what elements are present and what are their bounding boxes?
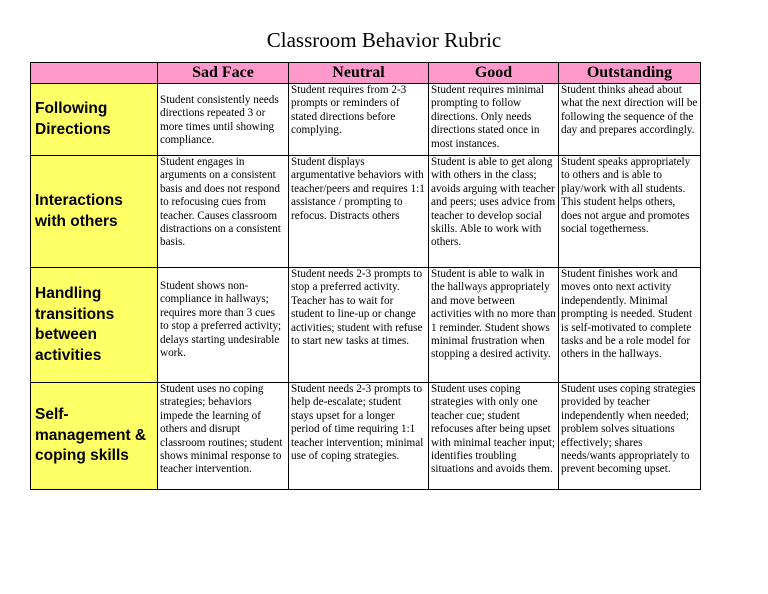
row-label-line: with others [35,212,118,230]
row-label-transitions [31,268,158,383]
table-cell: Student consistently needs directions repeated 3 or more times until showing compliance. [158,84,289,156]
corner-cell [31,63,158,84]
table-cell: Student engages in arguments on a consistent basis and does not respond to refocusing cues from teacher. Causes classroom distractions on a consistent basis. [158,156,289,268]
row-label-line: Interactions [35,192,123,209]
row-label-line: between [35,326,98,343]
table-cell: Student is able to walk in the hallways appropriately and move between activities with no more than 1 reminder. Student shows minimal frustration when stopping a desired activity. [429,268,559,383]
header-neutral: Neutral [289,63,429,84]
page-title: Classroom Behavior Rubric [266,28,502,52]
table-row [31,383,701,490]
table-cell: Student uses no coping strategies; behaviors impede the learning of others and disrupt classroom routines; student shows minimal response to teacher intervention. [158,383,289,490]
row-label-line: coping skills [35,447,129,465]
header-good: Good [429,63,559,84]
table-cell: Student is able to get along with others in the class; avoids arguing with teacher and peers; uses advice from teacher to develop social skills. Able to work with others. [429,156,559,268]
row-label-line: Self- [35,406,69,424]
table-cell: Student needs 2-3 prompts to stop a preferred activity. Teacher has to wait for student to line-up or change activities; student with refuse to start new tasks at times. [289,268,429,383]
table-cell: Student uses coping strategies with only one teacher cue; student refocuses after being upset with minimal teacher input; identifies troubling situations and avoids them. [429,383,559,490]
table-cell: Student finishes work and moves onto next activity independently. Minimal prompting is needed. Student is self-motivated to complete tasks and be a role model for others in the hallways. [559,268,701,383]
header-row [31,63,701,84]
row-label-line: Directions [35,120,111,138]
table-row [31,268,701,383]
rubric-table [30,62,701,490]
header-sad-face: Sad Face [158,63,289,84]
table-row [31,84,701,156]
table-cell: Student uses coping strategies provided by teacher independently when needed; problem solves situations effectively; shares needs/wants appropriately to prevent becoming upset. [559,383,701,490]
row-label-line: Following [35,100,108,117]
table-cell: Student needs 2-3 prompts to help de-escalate; student stays upset for a longer period of time requiring 1:1 teacher intervention; minimal use of coping strategies. [289,383,429,490]
table-cell: Student displays argumentative behaviors with teacher/peers and requires 1:1 assistance / prompting to refocus. Distracts others [289,156,429,268]
header-outstanding: Outstanding [559,63,701,84]
row-label-line: management & [35,426,147,444]
table-cell: Student requires from 2-3 prompts or reminders of stated directions before complying. [289,84,429,156]
row-label-interactions [31,156,158,268]
table-cell: Student requires minimal prompting to follow directions. Only needs directions stated once in most instances. [429,84,559,156]
row-label-self-management [31,383,158,490]
table-cell: Student shows non-compliance in hallways; requires more than 3 cues to stop a preferred activity; delays starting undesirable work. [158,268,289,383]
row-label-line: Handling [35,285,102,302]
row-label-following-directions [31,84,158,156]
row-label-line: activities [35,346,102,364]
row-label-line: transitions [35,305,115,323]
table-cell: Student speaks appropriately to others and is able to play/work with all students. This student helps others, does not argue and promotes social togetherness. [559,156,701,268]
table-cell: Student thinks ahead about what the next direction will be following the sequence of the day and prepares accordingly. [559,84,701,156]
table-row [31,156,701,268]
